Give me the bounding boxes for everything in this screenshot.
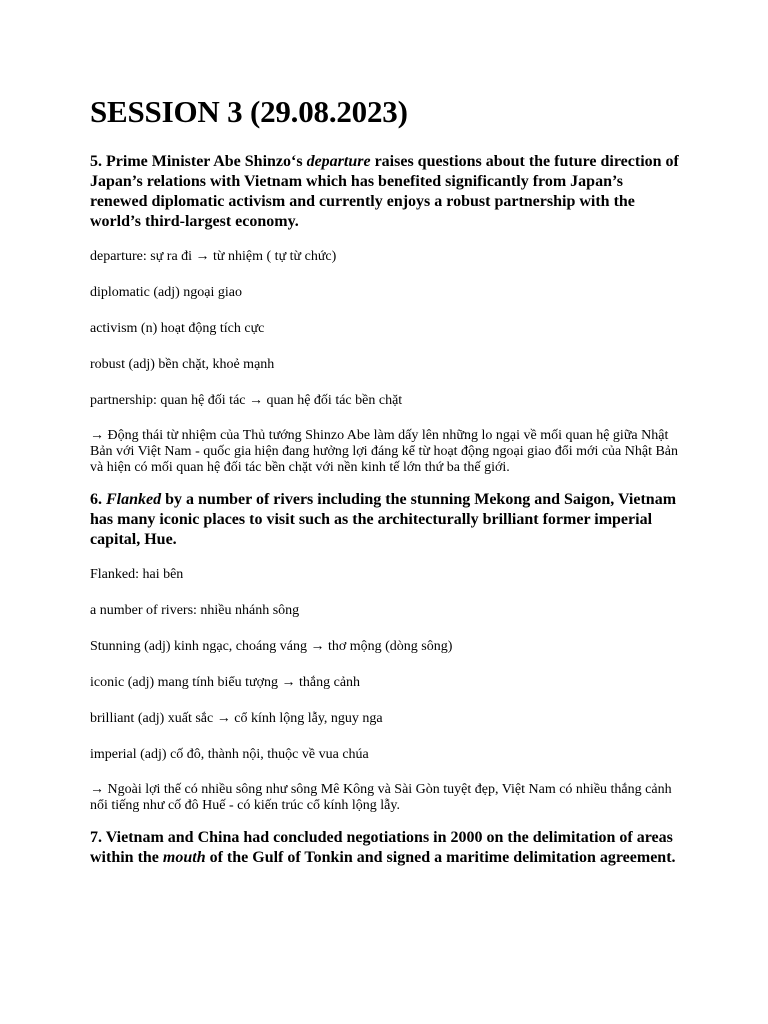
vocab-item: imperial (adj) cố đô, thành nội, thuộc về vua chúa — [90, 747, 369, 762]
question-6-keyword: Flanked — [106, 491, 162, 508]
document-page — [90, 92, 680, 884]
vocab-item: Flanked: hai bên — [90, 567, 184, 582]
vocab-item: activism (n) hoạt động tích cực — [90, 321, 265, 336]
question-7 — [90, 828, 680, 868]
translation-6: → Ngoài lợi thế có nhiều sông như sông Mê Kông và Sài Gòn tuyệt đẹp, Việt Nam có nhiều thắng cảnh nổi tiếng như cố đô Huế - có kiến trúc cổ kính lộng lẫy. — [90, 782, 672, 813]
question-7-before: 7. Vietnam and China had concluded negotiations in 2000 on the delimitation of areas within the — [90, 829, 673, 866]
question-5-keyword: departure — [306, 153, 371, 170]
vocab-item: iconic (adj) mang tính biểu tượng → thắng cảnh — [90, 675, 361, 690]
question-6-after: by a number of rivers including the stunning Mekong and Saigon, Vietnam has many iconic places to visit such as the architecturally brilliant former imperial capital, Hue. — [90, 491, 677, 548]
page-title: SESSION 3 (29.08.2023) — [90, 94, 408, 129]
vocab-item: diplomatic (adj) ngoại giao — [90, 285, 243, 300]
translation-5: → Động thái từ nhiệm của Thủ tướng Shinzo Abe làm dấy lên những lo ngại về mối quan hệ giữa Nhật Bản với Việt Nam - quốc gia hiện đang hưởng lợi đáng kể từ hoạt động ngoại giao đổi mới của Nhật Bản và hiện có mối quan hệ đối tác bền chặt với nền kinh tế lớn thứ ba thế giới. — [90, 428, 679, 475]
question-6-before: 6. — [90, 491, 106, 508]
vocab-item: brilliant (adj) xuất sắc → cổ kính lộng lẫy, nguy nga — [90, 711, 383, 726]
question-7-after: of the Gulf of Tonkin and signed a maritime delimitation agreement. — [205, 849, 676, 866]
vocab-item: Stunning (adj) kinh ngạc, choáng váng → thơ mộng (dòng sông) — [90, 639, 453, 654]
question-7-keyword: mouth — [162, 849, 206, 866]
vocab-item: a number of rivers: nhiều nhánh sông — [90, 603, 300, 618]
vocab-item: departure: sự ra đi → từ nhiệm ( tự từ chức) — [90, 249, 337, 264]
question-5 — [90, 152, 680, 232]
question-5-before: 5. Prime Minister Abe Shinzo‘s — [90, 153, 307, 170]
question-5-after: raises questions about the future direction of Japan’s relations with Vietnam which has benefited significantly from Japan’s renewed diplomatic activism and currently enjoys a robust partnership with the world’s third-largest economy. — [90, 153, 679, 230]
question-6 — [90, 490, 680, 550]
vocab-item: partnership: quan hệ đối tác → quan hệ đối tác bền chặt — [90, 393, 403, 408]
vocab-item: robust (adj) bền chặt, khoẻ mạnh — [90, 357, 275, 372]
